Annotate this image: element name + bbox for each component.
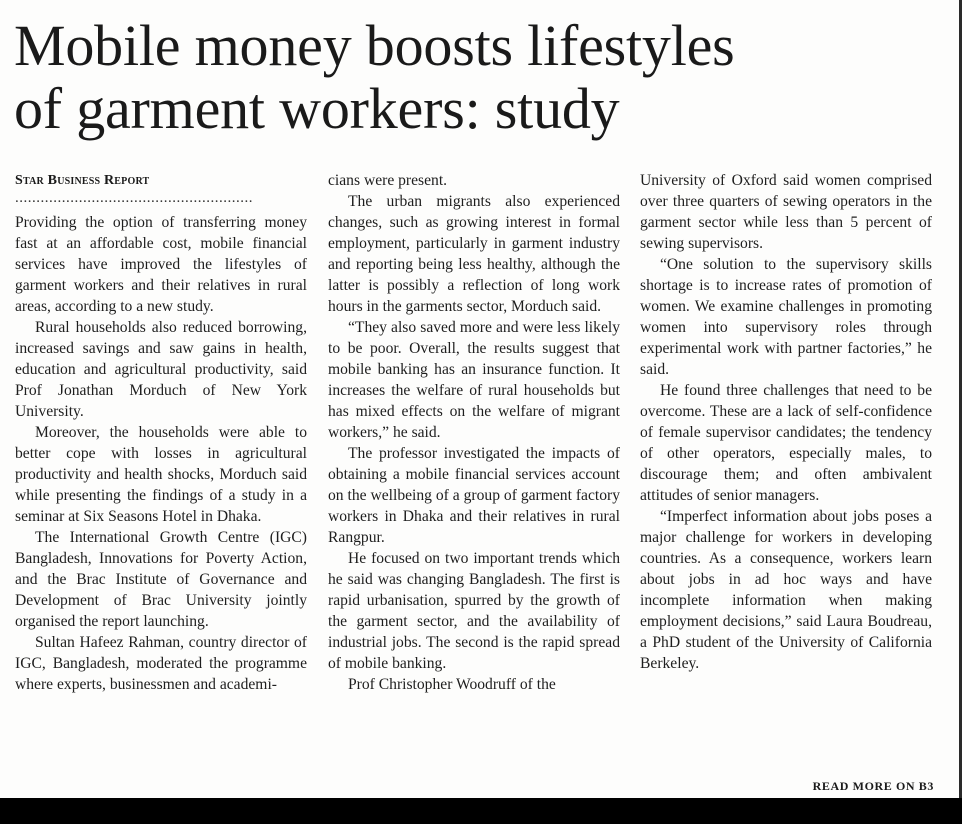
paragraph: “Imperfect information about jobs poses a major challenge for workers in developing countries. As a consequence, workers learn about jobs in ad hoc ways and have incomplete information when making employment decisions,” said Laura Boudreau, a PhD student of the University of California Berkeley. [640, 508, 932, 672]
article-column-1 [15, 170, 307, 695]
headline [14, 14, 954, 140]
paragraph: cians were present. [328, 172, 448, 189]
paragraph: The professor investigated the impacts of obtaining a mobile financial services account on the wellbeing of a group of garment factory workers in Dhaka and their relatives in rural Rangpur. [328, 445, 620, 546]
byline: Star Business Report [15, 173, 150, 188]
headline-line-2: of garment workers: study [14, 76, 620, 141]
paragraph: “One solution to the supervisory skills shortage is to increase rates of promotion of women. We examine challenges in promoting women into supervisory roles through experimental work with partner factories,” he said. [640, 256, 932, 378]
paragraph: Rural households also reduced borrowing, increased savings and saw gains in health, education and agricultural productivity, said Prof Jonathan Morduch of New York University. [15, 319, 307, 420]
paragraph: The International Growth Centre (IGC) Bangladesh, Innovations for Poverty Action, and the Brac Institute of Governance and Development of Brac University jointly organised the report launching. [15, 529, 307, 630]
paragraph: Providing the option of transferring money fast at an affordable cost, mobile financial services have improved the lifestyles of garment workers and their relatives in rural areas, according to a new study. [15, 214, 307, 315]
article-column-3 [640, 170, 932, 674]
paragraph: He focused on two important trends which he said was changing Bangladesh. The first is rapid urbanisation, spurred by the growth of the garment sector, and the availability of industrial jobs. The second is the rapid spread of mobile banking. [328, 550, 620, 672]
byline-divider: ........................................................ [15, 191, 253, 206]
paragraph: “They also saved more and were less likely to be poor. Overall, the results suggest that mobile banking has an insurance function. It increases the welfare of rural households but has mixed effects on the welfare of migrant workers,” he said. [328, 319, 620, 441]
article-column-2 [328, 170, 620, 695]
paragraph: Moreover, the households were able to better cope with losses in agricultural productivity and health shocks, Morduch said while presenting the findings of a study in a seminar at Six Seasons Hotel in Dhaka. [15, 424, 307, 525]
bottom-black-bar [0, 798, 962, 824]
paragraph: Prof Christopher Woodruff of the [348, 676, 556, 693]
paragraph: University of Oxford said women comprised over three quarters of sewing operators in the garment sector while less than 5 percent of sewing supervisors. [640, 172, 932, 252]
headline-line-1: Mobile money boosts lifestyles [14, 13, 735, 78]
read-more-link[interactable]: READ MORE ON B3 [812, 779, 934, 793]
paragraph: The urban migrants also experienced changes, such as growing interest in formal employment, particularly in garment industry and reporting being less healthy, although the latter is possibly a reflection of long work hours in the garments sector, Morduch said. [328, 193, 620, 315]
paragraph: Sultan Hafeez Rahman, country director of IGC, Bangladesh, moderated the programme where experts, businessmen and academi- [15, 634, 307, 693]
paragraph: He found three challenges that need to be overcome. These are a lack of self-confidence of female supervisor candidates; the tendency of other operators, especially males, to discourage them; and often ambivalent attitudes of senior managers. [640, 382, 932, 504]
